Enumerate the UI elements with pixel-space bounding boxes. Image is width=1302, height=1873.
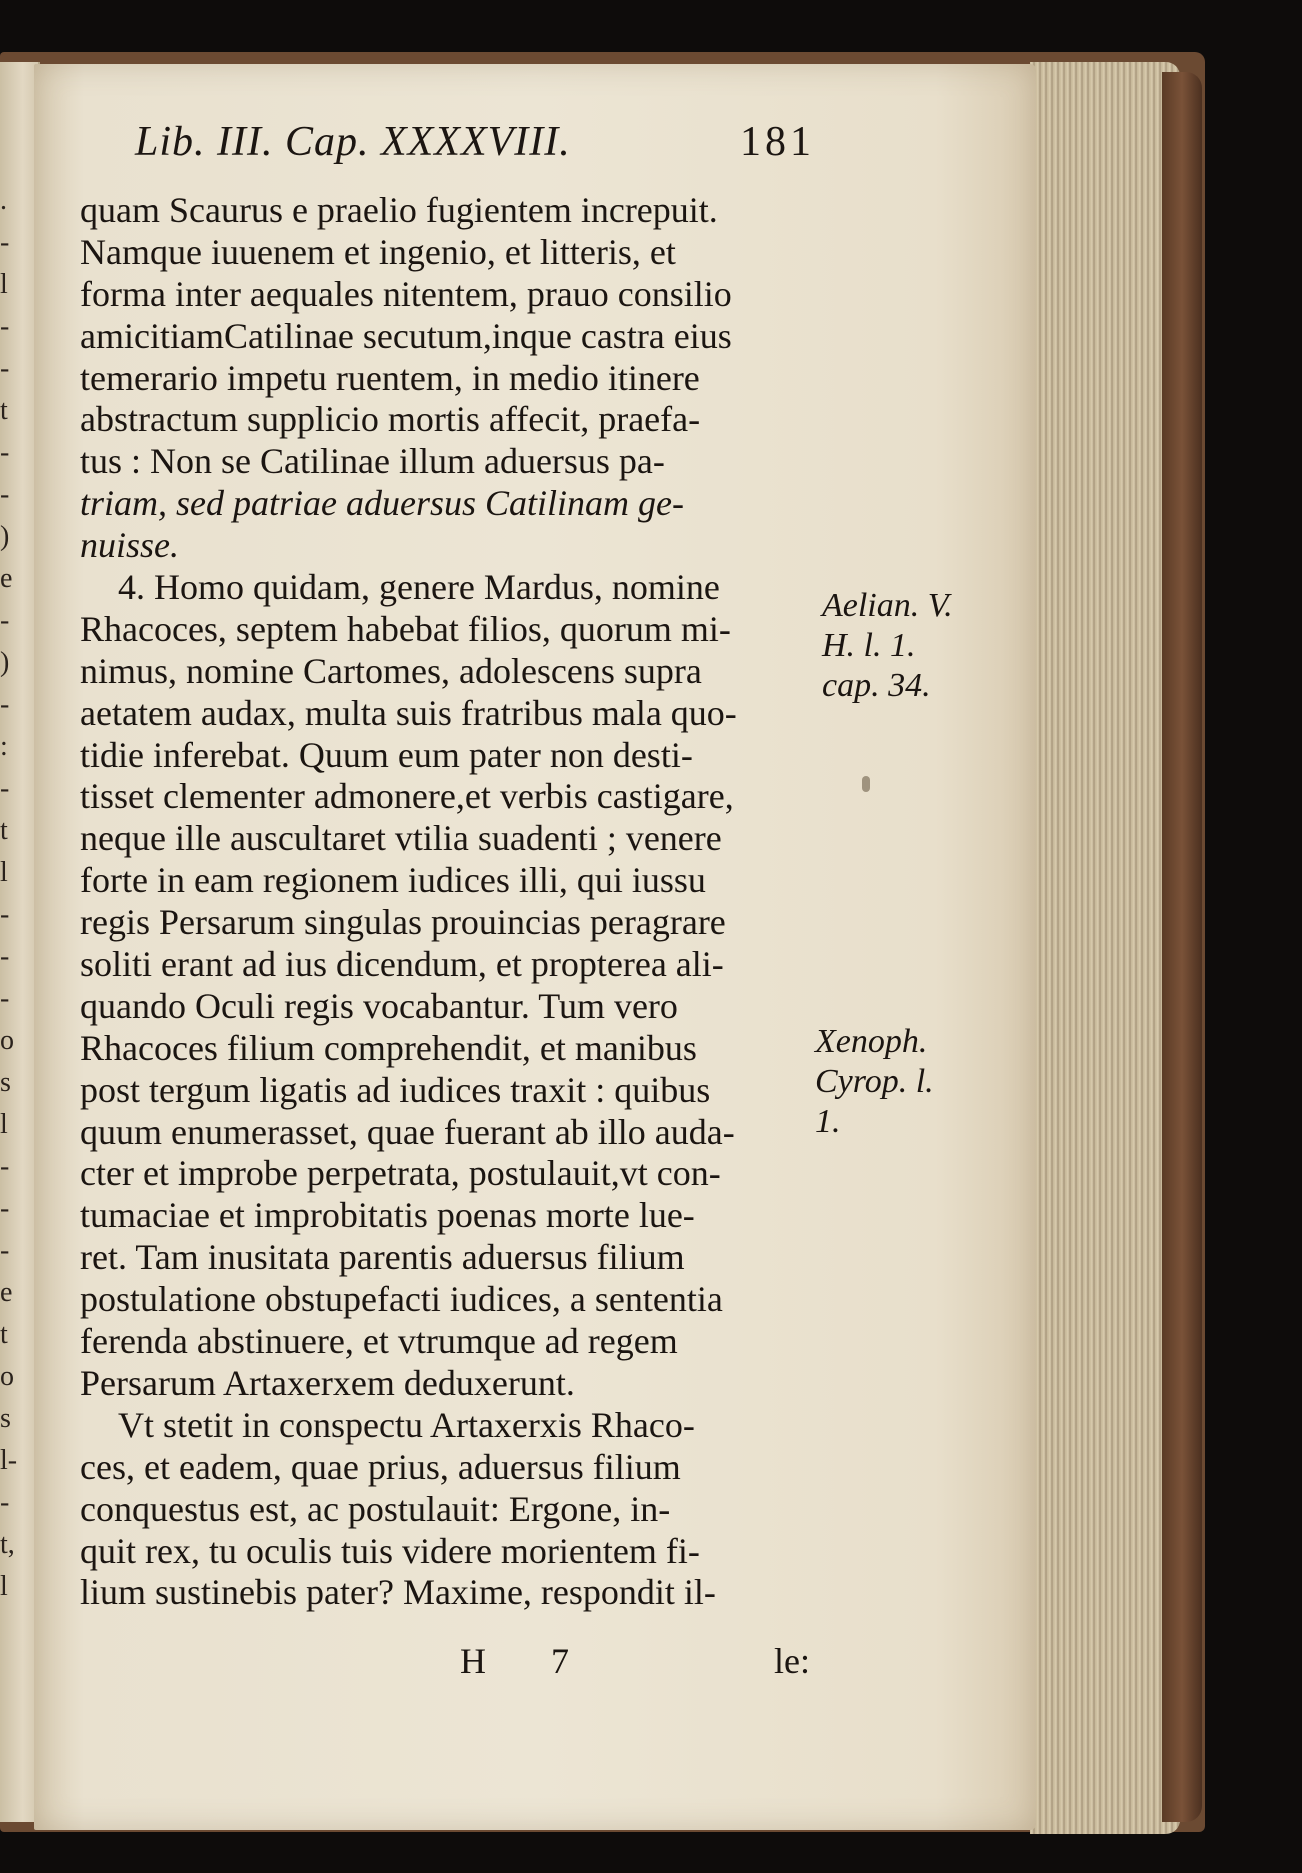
text-line: tisset clementer admonere,et verbis castigare, [80, 776, 734, 817]
left-page-fragment: ) [0, 521, 10, 552]
text-line: Vt stetit in conspectu Artaxerxis Rhaco- [118, 1404, 695, 1445]
header-title: Lib. III. Cap. XXXXVIII. [135, 119, 571, 165]
page-number: 181 [740, 119, 815, 165]
left-page-fragment: - [0, 773, 10, 804]
text-line: ret. Tam inusitata parentis aduersus filium [80, 1237, 685, 1278]
left-page-fragment: l [0, 269, 8, 300]
text-line: post tergum ligatis ad iudices traxit : quibus [80, 1069, 711, 1110]
page-fore-edge [1030, 62, 1180, 1834]
text-line: ces, et eadem, quae prius, aduersus filium [80, 1446, 681, 1487]
left-page-fragment: l- [0, 1445, 18, 1476]
left-page-fragment: ) [0, 647, 10, 678]
text-line: quit rex, tu oculis tuis videre morientem fi- [80, 1530, 700, 1571]
text-line: regis Persarum singulas prouincias peragrare [80, 902, 726, 943]
catchword-line [80, 1640, 810, 1684]
left-page-fragment: - [0, 353, 10, 384]
text-line: temerario impetu ruentem, in medio itinere [80, 357, 700, 398]
text-line: triam, sed patriae aduersus Catilinam ge- [80, 483, 684, 524]
left-page-fragment: . [0, 185, 7, 216]
signature-mark: H 7 [460, 1641, 597, 1681]
text-line: postulatione obstupefacti iudices, a sententia [80, 1279, 723, 1320]
page-stain [862, 776, 870, 792]
left-page-fragment: - [0, 1487, 10, 1518]
text-line: conquestus est, ac postulauit: Ergone, in- [80, 1488, 671, 1529]
left-page-fragment: - [0, 1193, 10, 1224]
left-page-fragment: e [0, 563, 13, 594]
left-page-fragment: l [0, 1109, 8, 1140]
left-page-fragment: - [0, 1151, 10, 1182]
left-page-fragment: t [0, 1319, 8, 1350]
text-line: Rhacoces, septem habebat filios, quorum mi- [80, 608, 731, 649]
text-line: tidie inferebat. Quum eum pater non desti- [80, 734, 693, 775]
left-page-fragment: - [0, 605, 10, 636]
left-page-fragment: - [0, 1235, 10, 1266]
left-page-fragment: t [0, 815, 8, 846]
text-line: Persarum Artaxerxem deduxerunt. [80, 1362, 575, 1403]
text-line: Rhacoces filium comprehendit, et manibus [80, 1027, 697, 1068]
left-page-fragment: - [0, 479, 10, 510]
left-page-fragment: t [0, 395, 8, 426]
left-page-fragment: - [0, 437, 10, 468]
text-line: nimus, nomine Cartomes, adolescens supra [80, 650, 702, 691]
text-line: neque ille auscultaret vtilia suadenti ; venere [80, 818, 722, 859]
left-page-fragment: : [0, 731, 8, 762]
text-line: quam Scaurus e praelio fugientem increpuit. [80, 190, 718, 230]
text-line: soliti erant ad ius dicendum, et propterea ali- [80, 944, 724, 985]
left-page-fragment: t, [0, 1529, 15, 1560]
body-text [80, 190, 810, 1614]
left-page-fragment: - [0, 311, 10, 342]
text-line: nuisse. [80, 525, 179, 566]
text-line: lium sustinebis pater? Maxime, respondit il- [80, 1572, 716, 1613]
marginal-note-aelian: Aelian. V. H. l. 1. cap. 34. [822, 587, 953, 704]
left-page-fragment: o [0, 1361, 14, 1392]
text-line: 4. Homo quidam, genere Mardus, nomine [118, 567, 720, 608]
catchword: le: [774, 1641, 810, 1681]
text-line: amicitiamCatilinae secutum,inque castra eius [80, 315, 732, 356]
text-line: abstractum supplicio mortis affecit, praefa- [80, 399, 701, 440]
left-page-fragment: - [0, 983, 10, 1014]
left-page-fragments [0, 180, 18, 1680]
left-page-fragment: s [0, 1067, 11, 1098]
text-line: aetatem audax, multa suis fratribus mala quo- [80, 692, 737, 733]
text-line: tumaciae et improbitatis poenas morte lue- [80, 1195, 695, 1236]
text-line: forte in eam regionem iudices illi, qui iussu [80, 860, 706, 901]
left-page-fragment: - [0, 941, 10, 972]
left-page-fragment: - [0, 227, 10, 258]
text-line: Namque iuuenem et ingenio, et litteris, et [80, 231, 676, 272]
running-header [135, 118, 815, 178]
left-page-fragment: - [0, 689, 10, 720]
text-line: tus : Non se Catilinae illum aduersus pa- [80, 441, 665, 482]
text-line: quum enumerasset, quae fuerant ab illo auda- [80, 1111, 735, 1152]
marginal-note-xenophon: Xenoph. Cyrop. l. 1. [815, 1023, 934, 1140]
text-line: quando Oculi regis vocabantur. Tum vero [80, 985, 678, 1026]
left-page-fragment: l [0, 857, 8, 888]
text-line: forma inter aequales nitentem, prauo consilio [80, 273, 732, 314]
left-page-fragment: - [0, 899, 10, 930]
left-page-fragment: o [0, 1025, 14, 1056]
text-line: ferenda abstinuere, et vtrumque ad regem [80, 1321, 678, 1362]
left-page-fragment: s [0, 1403, 11, 1434]
text-line: cter et improbe perpetrata, postulauit,vt con- [80, 1153, 721, 1194]
left-page-fragment: e [0, 1277, 13, 1308]
left-page-fragment: l [0, 1571, 8, 1602]
